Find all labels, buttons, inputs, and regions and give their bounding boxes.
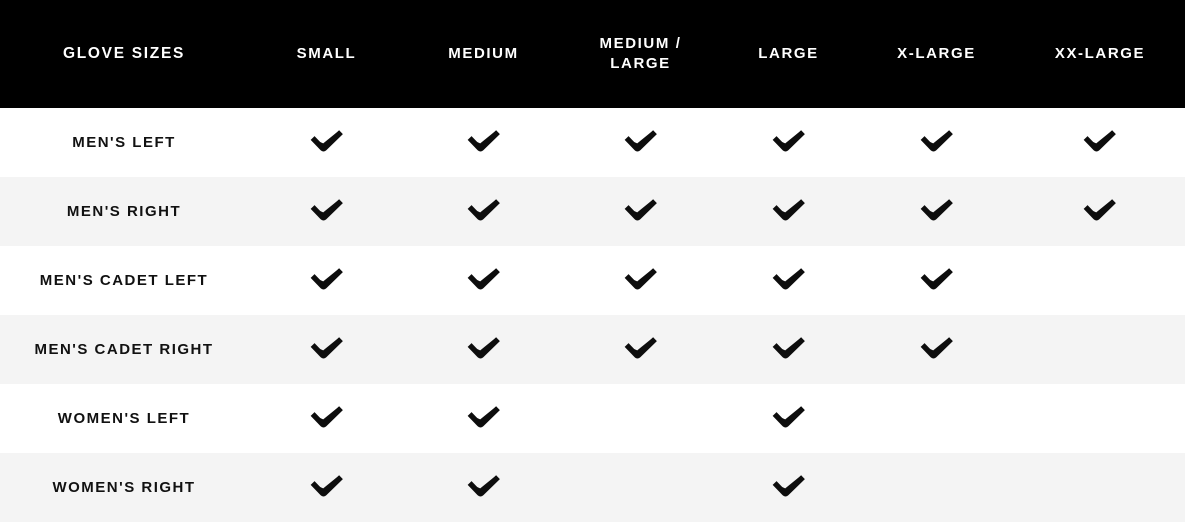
empty-cell bbox=[1015, 280, 1016, 281]
check-icon bbox=[467, 334, 501, 360]
availability-cell bbox=[1015, 315, 1185, 384]
availability-cell bbox=[562, 453, 719, 522]
column-header-glove-sizes: GLOVE SIZES bbox=[0, 0, 248, 108]
availability-cell bbox=[405, 315, 562, 384]
row-label: MEN'S LEFT bbox=[0, 108, 248, 177]
row-label: WOMEN'S LEFT bbox=[0, 384, 248, 453]
availability-cell bbox=[858, 315, 1015, 384]
check-icon bbox=[467, 196, 501, 222]
check-icon bbox=[624, 334, 658, 360]
availability-cell bbox=[719, 108, 858, 177]
table-row bbox=[0, 108, 1185, 177]
check-icon bbox=[920, 127, 954, 153]
availability-cell bbox=[405, 453, 562, 522]
availability-cell bbox=[719, 453, 858, 522]
check-icon bbox=[920, 196, 954, 222]
check-icon bbox=[1083, 127, 1117, 153]
availability-cell bbox=[562, 384, 719, 453]
availability-cell bbox=[719, 384, 858, 453]
check-icon bbox=[772, 334, 806, 360]
empty-cell bbox=[858, 418, 859, 419]
check-icon bbox=[310, 127, 344, 153]
table-body bbox=[0, 108, 1185, 522]
availability-cell bbox=[719, 315, 858, 384]
availability-cell bbox=[248, 108, 405, 177]
empty-cell bbox=[1015, 349, 1016, 350]
column-header-small: SMALL bbox=[248, 0, 405, 108]
check-icon bbox=[772, 403, 806, 429]
row-label: WOMEN'S RIGHT bbox=[0, 453, 248, 522]
table-row bbox=[0, 315, 1185, 384]
check-icon bbox=[624, 196, 658, 222]
column-header-large: LARGE bbox=[719, 0, 858, 108]
availability-cell bbox=[1015, 246, 1185, 315]
availability-cell bbox=[248, 453, 405, 522]
row-label: MEN'S CADET RIGHT bbox=[0, 315, 248, 384]
availability-cell bbox=[405, 246, 562, 315]
availability-cell bbox=[562, 177, 719, 246]
check-icon bbox=[1083, 196, 1117, 222]
availability-cell bbox=[405, 108, 562, 177]
availability-cell bbox=[562, 246, 719, 315]
availability-cell bbox=[248, 315, 405, 384]
availability-cell bbox=[858, 177, 1015, 246]
table-row bbox=[0, 246, 1185, 315]
availability-cell bbox=[405, 384, 562, 453]
availability-cell bbox=[1015, 453, 1185, 522]
row-label: MEN'S RIGHT bbox=[0, 177, 248, 246]
empty-cell bbox=[1015, 487, 1016, 488]
availability-cell bbox=[1015, 177, 1185, 246]
table-header bbox=[0, 0, 1185, 108]
empty-cell bbox=[562, 487, 563, 488]
header-row bbox=[0, 0, 1185, 108]
availability-cell bbox=[858, 453, 1015, 522]
check-icon bbox=[772, 472, 806, 498]
availability-cell bbox=[248, 246, 405, 315]
availability-cell bbox=[248, 177, 405, 246]
availability-cell bbox=[405, 177, 562, 246]
empty-cell bbox=[1015, 418, 1016, 419]
check-icon bbox=[310, 196, 344, 222]
column-header-medium-large: MEDIUM / LARGE bbox=[562, 0, 719, 108]
availability-cell bbox=[562, 315, 719, 384]
check-icon bbox=[467, 265, 501, 291]
availability-cell bbox=[858, 108, 1015, 177]
check-icon bbox=[772, 265, 806, 291]
check-icon bbox=[920, 265, 954, 291]
check-icon bbox=[624, 127, 658, 153]
check-icon bbox=[624, 265, 658, 291]
check-icon bbox=[467, 403, 501, 429]
check-icon bbox=[310, 403, 344, 429]
column-header-xx-large: XX-LARGE bbox=[1015, 0, 1185, 108]
check-icon bbox=[772, 196, 806, 222]
check-icon bbox=[310, 334, 344, 360]
availability-cell bbox=[719, 177, 858, 246]
check-icon bbox=[467, 127, 501, 153]
empty-cell bbox=[858, 487, 859, 488]
check-icon bbox=[772, 127, 806, 153]
check-icon bbox=[920, 334, 954, 360]
availability-cell bbox=[719, 246, 858, 315]
table-row bbox=[0, 177, 1185, 246]
row-label: MEN'S CADET LEFT bbox=[0, 246, 248, 315]
check-icon bbox=[310, 265, 344, 291]
table-row bbox=[0, 384, 1185, 453]
availability-cell bbox=[858, 246, 1015, 315]
availability-cell bbox=[562, 108, 719, 177]
availability-cell bbox=[1015, 384, 1185, 453]
column-header-x-large: X-LARGE bbox=[858, 0, 1015, 108]
availability-cell bbox=[858, 384, 1015, 453]
check-icon bbox=[310, 472, 344, 498]
column-header-medium: MEDIUM bbox=[405, 0, 562, 108]
check-icon bbox=[467, 472, 501, 498]
empty-cell bbox=[562, 418, 563, 419]
availability-cell bbox=[248, 384, 405, 453]
table-row bbox=[0, 453, 1185, 522]
availability-cell bbox=[1015, 108, 1185, 177]
